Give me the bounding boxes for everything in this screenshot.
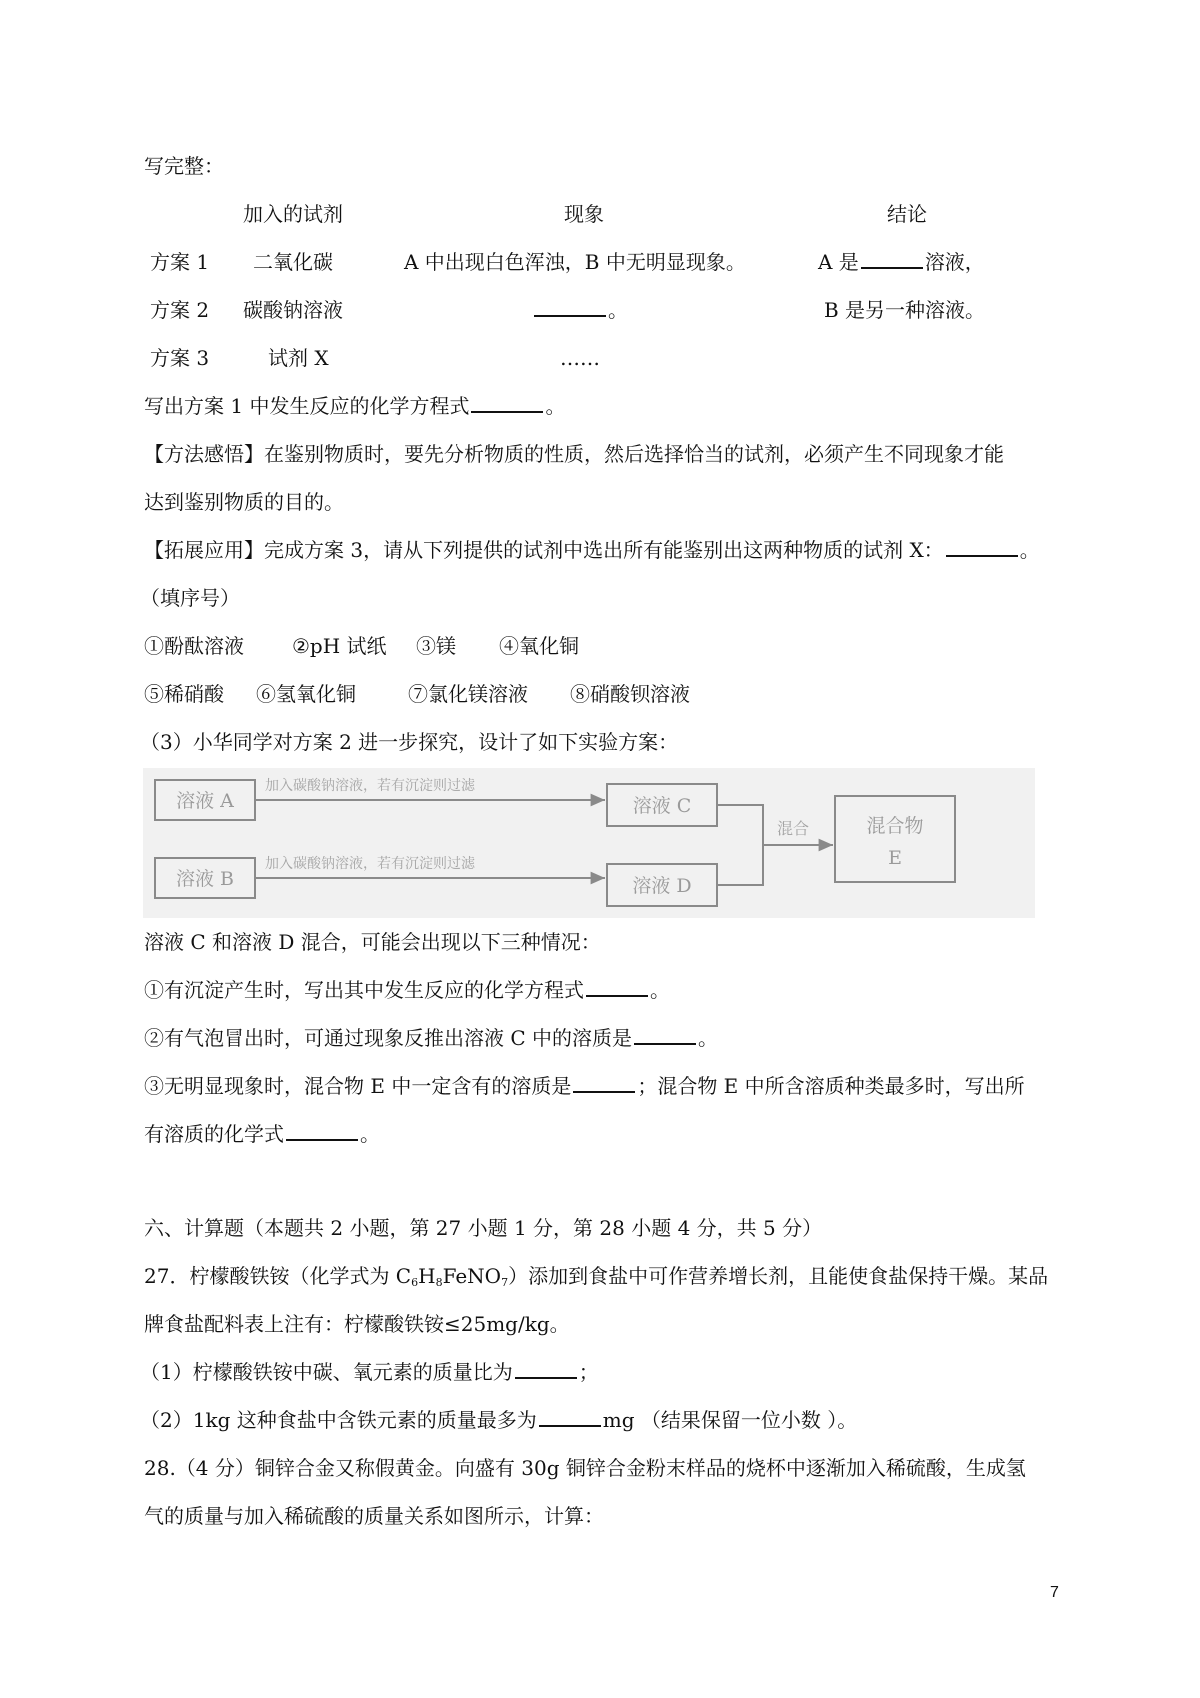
table-header-phenomenon: 现象 [564, 202, 604, 226]
box-mixture-e-line2: E [888, 847, 902, 869]
case-2-post: 。 [698, 1026, 719, 1050]
page-number: 7 [1050, 1584, 1059, 1601]
answer-blank[interactable] [634, 1025, 696, 1045]
section-6-heading: 六、计算题（本题共 2 小题，第 27 小题 1 分，第 28 小题 4 分，共 5 分） [144, 1216, 823, 1240]
plan-1-phenomenon: A 中出现白色浑浊，B 中无明显现象。 [404, 250, 746, 274]
option-3: ③镁 [416, 634, 456, 658]
answer-blank[interactable] [586, 977, 648, 997]
plan-3-label: 方案 3 [150, 346, 210, 370]
plan-1-equation-prompt-pre: 写出方案 1 中发生反应的化学方程式 [144, 394, 470, 418]
formula-sub-8: 8 [435, 1276, 443, 1289]
option-6: ⑥氢氧化铜 [256, 682, 356, 706]
plan-2-reagent: 碳酸钠溶液 [243, 298, 343, 322]
case-3-mid: ；混合物 E 中所含溶质种类最多时，写出所 [637, 1074, 1025, 1098]
case-3-line-2 [144, 1120, 380, 1148]
plan-2-phenomenon [532, 296, 628, 324]
answer-blank[interactable] [946, 537, 1018, 557]
q27-sub2-post: mg （结果保留一位小数 ）。 [602, 1408, 858, 1432]
q28-line-2: 气的质量与加入稀硫酸的质量关系如图所示，计算： [144, 1504, 604, 1528]
q27-line-2: 牌食盐配料表上注有：柠檬酸铁铵≤25mg/kg。 [144, 1312, 570, 1336]
box-mixture-e-line1: 混合物 [866, 815, 924, 837]
formula-h: H [418, 1264, 436, 1288]
extend-application-post: 。 [1019, 538, 1040, 562]
method-insight-line-1: 【方法感悟】在鉴别物质时，要先分析物质的性质，然后选择恰当的试剂，必须产生不同现象才能 [144, 442, 1004, 466]
answer-blank[interactable] [534, 297, 606, 317]
table-header-reagent: 加入的试剂 [243, 202, 343, 226]
case-2-pre: ②有气泡冒出时，可通过现象反推出溶液 C 中的溶质是 [144, 1026, 633, 1050]
arrow-b-label: 加入碳酸钠溶液，若有沉淀则过滤 [265, 856, 475, 872]
plan-1-label: 方案 1 [150, 250, 210, 274]
plan-1-conclusion-post: 溶液， [924, 250, 985, 274]
case-1 [144, 976, 670, 1004]
table-header-conclusion: 结论 [887, 202, 927, 226]
case-2 [144, 1024, 718, 1052]
box-solution-b-label: 溶液 B [175, 868, 235, 890]
q27-sub1-pre: （1）柠檬酸铁铵中碳、氧元素的质量比为 [140, 1360, 513, 1384]
formula-sub-7: 7 [501, 1276, 509, 1289]
plan-1-equation-prompt-post: 。 [545, 394, 566, 418]
option-4: ④氧化铜 [499, 634, 579, 658]
box-solution-d-label: 溶液 D [632, 875, 692, 897]
question-3-intro: （3）小华同学对方案 2 进一步探究，设计了如下实验方案： [140, 730, 679, 754]
plan-3-phenomenon: …… [560, 346, 600, 370]
answer-blank[interactable] [861, 249, 923, 269]
case-3-line-1 [144, 1072, 1025, 1100]
case-1-post: 。 [650, 978, 670, 1002]
intro-text: 写完整： [144, 154, 224, 178]
case-3-line2-post: 。 [360, 1122, 380, 1146]
answer-blank[interactable] [539, 1407, 601, 1427]
q27-line1-post: ）添加到食盐中可作营养增长剂，且能使食盐保持干燥。某品 [508, 1264, 1049, 1288]
plan-1-equation-prompt [144, 392, 565, 420]
answer-blank[interactable] [515, 1359, 577, 1379]
extend-application-pre: 【拓展应用】完成方案 3，请从下列提供的试剂中选出所有能鉴别出这两种物质的试剂 X： [144, 538, 944, 562]
arrow-a-label: 加入碳酸钠溶液，若有沉淀则过滤 [265, 778, 475, 794]
case-1-pre: ①有沉淀产生时，写出其中发生反应的化学方程式 [144, 978, 584, 1002]
q27-line1-pre: 27．柠檬酸铁铵（化学式为 C [144, 1264, 412, 1288]
plan-2-label: 方案 2 [150, 298, 210, 322]
mix-intro: 溶液 C 和溶液 D 混合，可能会出现以下三种情况： [144, 930, 601, 954]
q27-sub-1 [140, 1358, 599, 1386]
option-5: ⑤稀硝酸 [144, 682, 224, 706]
option-2: ②pH 试纸 [292, 634, 387, 658]
extend-application-line-1 [144, 536, 1040, 564]
case-3-pre: ③无明显现象时，混合物 E 中一定含有的溶质是 [144, 1074, 572, 1098]
answer-blank[interactable] [286, 1121, 358, 1141]
option-7: ⑦氯化镁溶液 [408, 682, 528, 706]
formula-sub-6: 6 [411, 1276, 419, 1289]
q28-line-1: 28.（4 分）铜锌合金又称假黄金。向盛有 30g 铜锌合金粉末样品的烧杯中逐渐加入稀硫酸，生成氢 [144, 1456, 1026, 1480]
mix-label: 混合 [777, 819, 810, 838]
q27-sub2-pre: （2）1kg 这种食盐中含铁元素的质量最多为 [140, 1408, 537, 1432]
extend-application-line-2: （填序号） [140, 586, 240, 610]
box-solution-a-label: 溶液 A [176, 790, 234, 812]
case-3-line2-pre: 有溶质的化学式 [144, 1122, 284, 1146]
plan-2-conclusion: B 是另一种溶液。 [824, 298, 986, 322]
experiment-flow-diagram [143, 768, 1035, 918]
plan-3-reagent: 试剂 X [268, 346, 329, 370]
option-8: ⑧硝酸钡溶液 [570, 682, 690, 706]
box-solution-c-label: 溶液 C [632, 795, 692, 817]
plan-1-reagent: 二氧化碳 [253, 250, 333, 274]
answer-blank[interactable] [471, 393, 543, 413]
option-1: ①酚酞溶液 [144, 634, 244, 658]
q27-sub1-post: ； [578, 1360, 599, 1384]
q27-line-1 [144, 1262, 1048, 1297]
method-insight-line-2: 达到鉴别物质的目的。 [144, 490, 344, 514]
q27-sub-2 [140, 1406, 857, 1434]
formula-feno: FeNO [442, 1264, 502, 1288]
plan-1-conclusion [818, 248, 985, 276]
plan-2-phenomenon-post: 。 [608, 298, 628, 322]
answer-blank[interactable] [573, 1073, 635, 1093]
plan-1-conclusion-pre: A 是 [818, 250, 859, 274]
